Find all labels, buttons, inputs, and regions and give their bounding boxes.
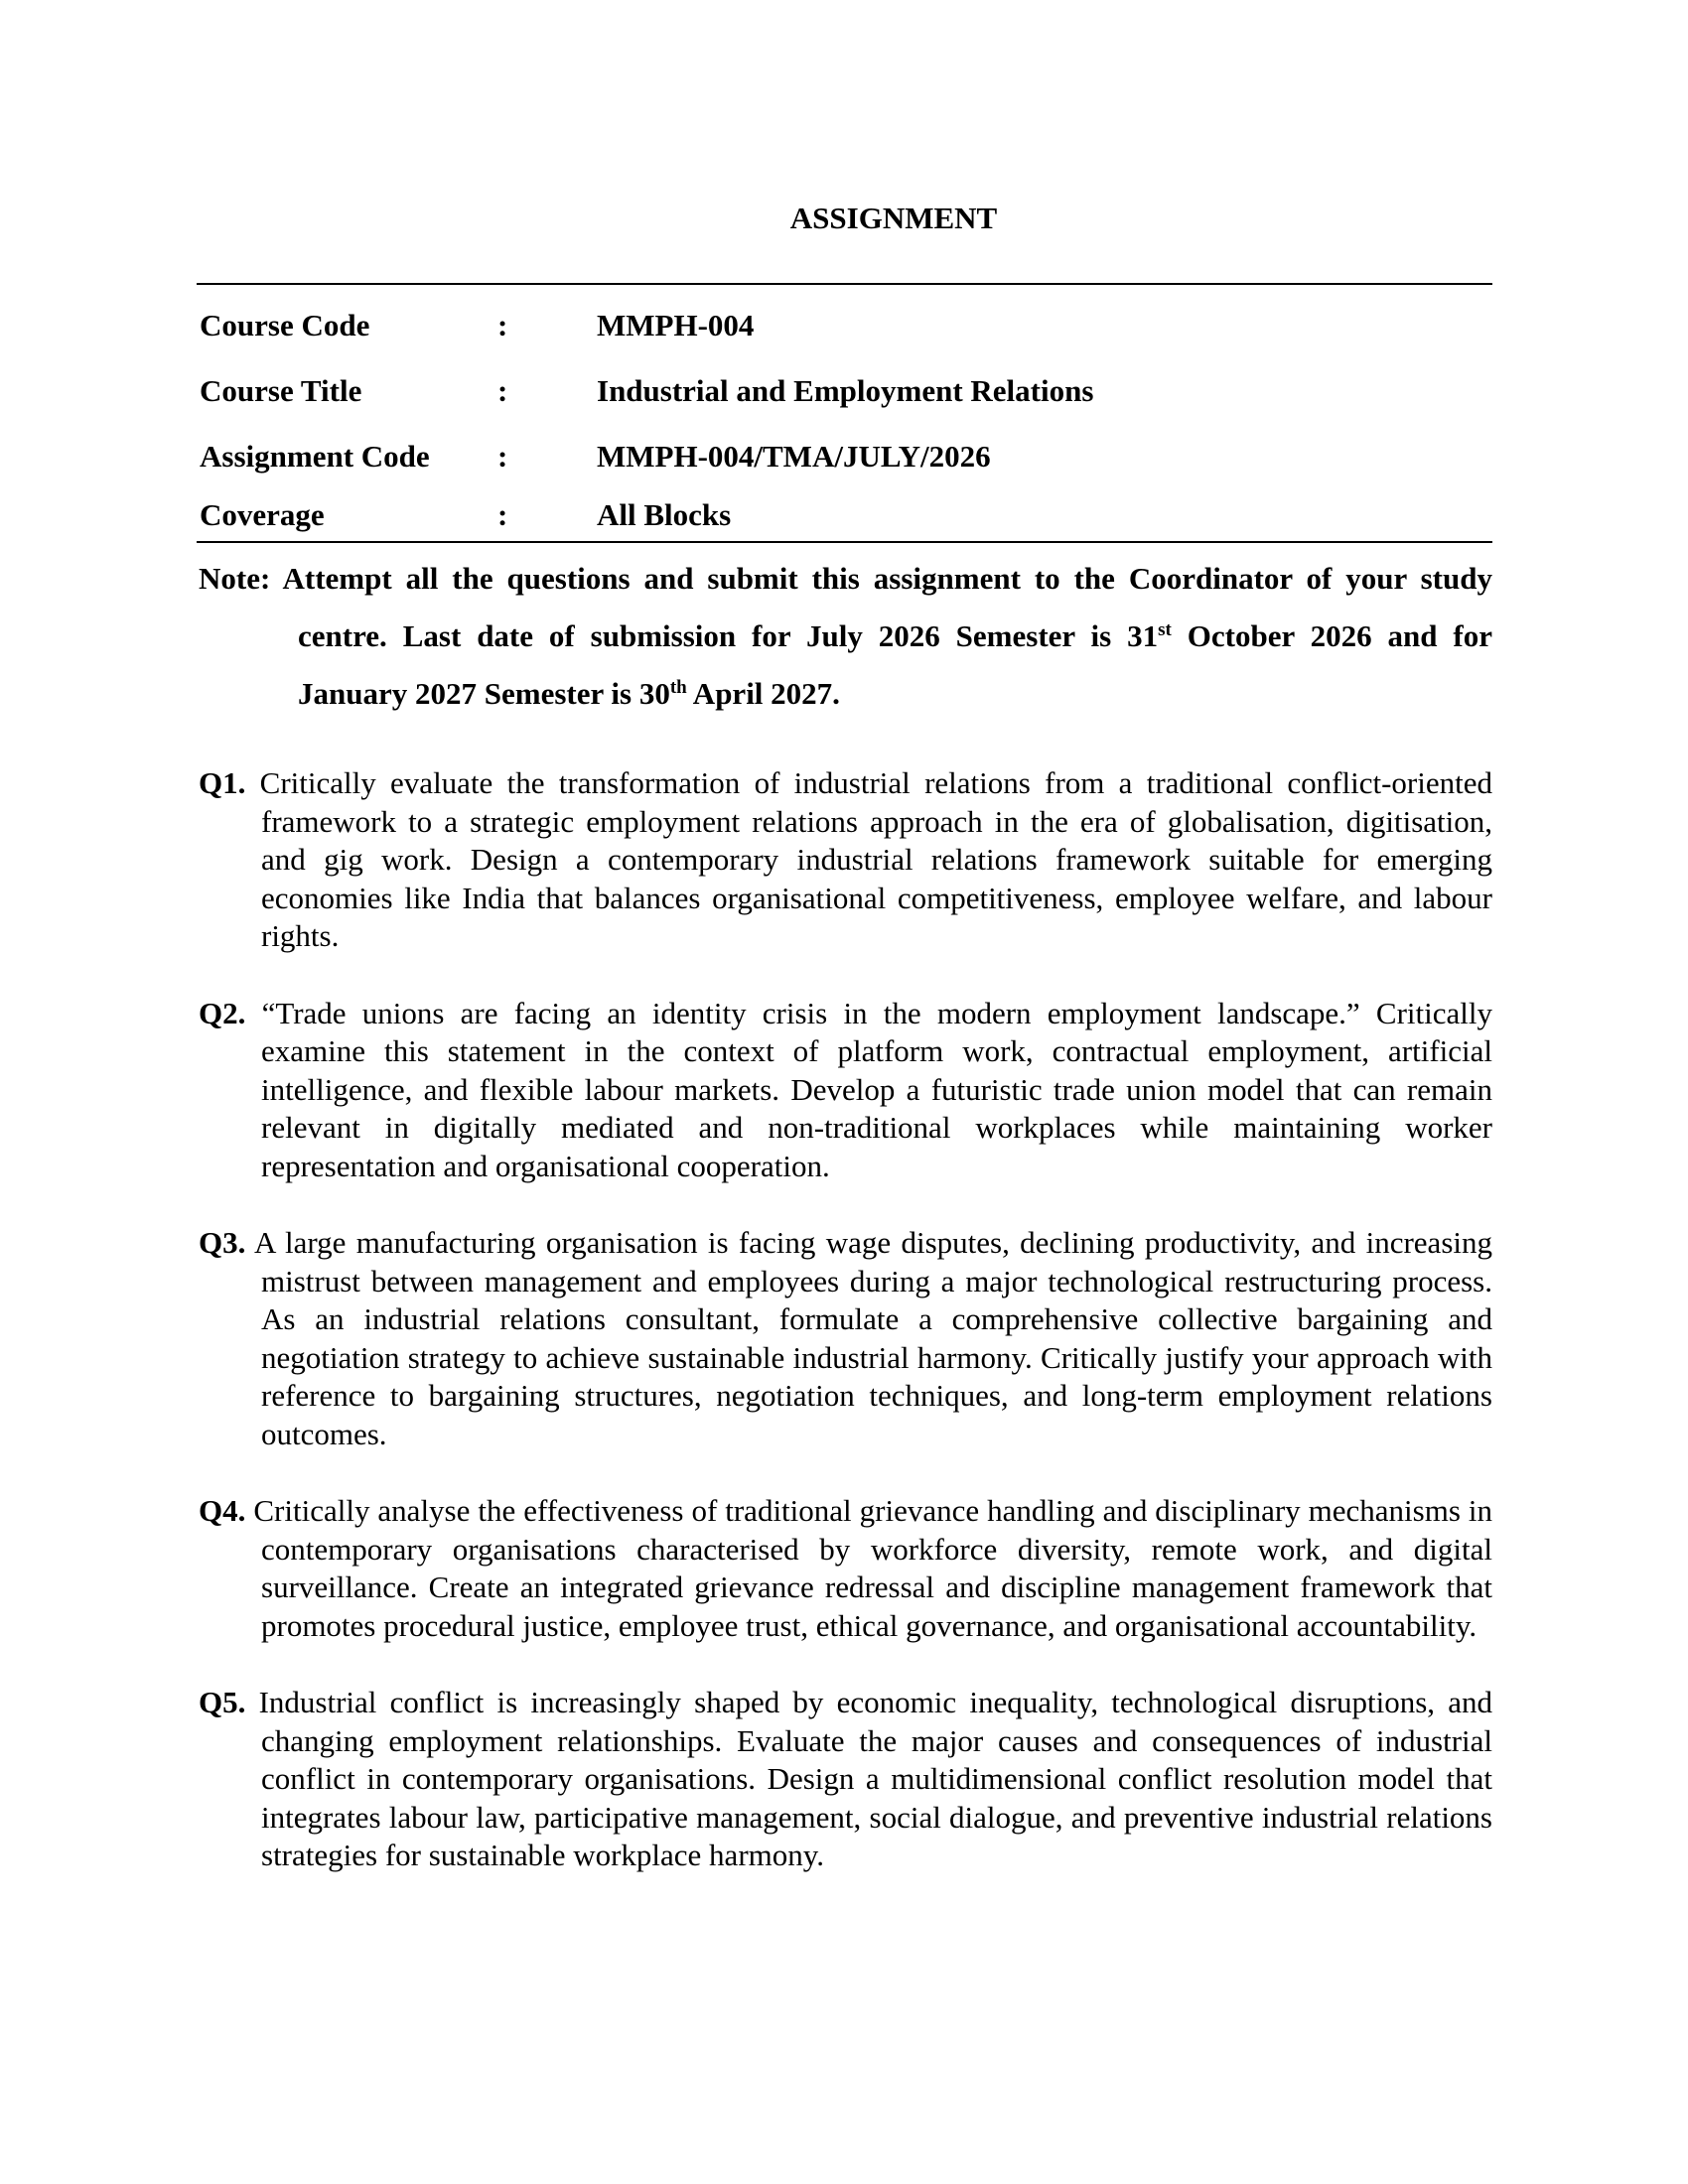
info-label: Course Code xyxy=(200,308,370,342)
question-text: Industrial conflict is increasingly shaped by economic inequality, technological disruptions, and changing employment relationships. Evaluate the major causes and consequences of industrial conflict in contemporary organisations. Design a multidimensional conflict resolution model that integrates labour law, participative management, social dialogue, and preventive industrial relations strategies for sustainable workplace harmony. xyxy=(258,1685,1493,1872)
info-value: Industrial and Employment Relations xyxy=(597,373,1094,408)
question-list xyxy=(199,764,1492,1914)
question-item xyxy=(199,1684,1492,1875)
note-text: October 2026 and for January 2027 Semester is 30 xyxy=(298,618,1492,711)
question-number: Q5. xyxy=(199,1685,246,1719)
question-text: Critically evaluate the transformation of industrial relations from a traditional conflict-oriented framework to a strategic employment relations approach in the era of globalisation, digitisation, and gig work. Design a contemporary industrial relations framework suitable for emerging economies like India that balances organisational competitiveness, employee welfare, and labour rights. xyxy=(259,765,1492,953)
note-superscript: th xyxy=(669,677,687,698)
note-text: Note: Attempt all the questions and submit this assignment to the Coordinator of your study centre. Last date of submission for July 2026 Semester is 31 xyxy=(199,561,1492,653)
note-superscript: st xyxy=(1158,619,1172,640)
info-value: MMPH-004 xyxy=(597,308,755,342)
question-item xyxy=(199,764,1492,956)
info-row-coverage xyxy=(197,489,1492,541)
question-number: Q2. xyxy=(199,995,246,1030)
info-row-course-title xyxy=(197,358,1492,424)
question-item xyxy=(199,995,1492,1186)
info-label: Assignment Code xyxy=(200,439,430,474)
info-row-course-code xyxy=(197,293,1492,358)
page-title: ASSIGNMENT xyxy=(789,201,998,235)
submission-note xyxy=(199,550,1492,723)
info-label: Course Title xyxy=(200,373,362,408)
info-label: Coverage xyxy=(200,497,325,532)
question-number: Q3. xyxy=(199,1225,246,1260)
info-value: All Blocks xyxy=(597,497,732,532)
question-text: “Trade unions are facing an identity crisis in the modern employment landscape.” Critically examine this statement in the context of platform work, contractual employment, artificial intelligence, and flexible labour markets. Develop a futuristic trade union model that can remain relevant in digitally mediated and non-traditional workplaces while maintaining worker representation and organisational cooperation. xyxy=(261,995,1492,1183)
note-text: April 2027. xyxy=(686,676,840,711)
info-row-assignment-code xyxy=(197,424,1492,489)
info-separator: : xyxy=(497,373,508,408)
info-value: MMPH-004/TMA/JULY/2026 xyxy=(597,439,991,474)
info-separator: : xyxy=(497,439,508,474)
question-number: Q4. xyxy=(199,1493,246,1528)
info-separator: : xyxy=(497,308,508,342)
info-separator: : xyxy=(497,497,508,532)
question-item xyxy=(199,1224,1492,1453)
course-info-table xyxy=(197,283,1492,543)
question-text: Critically analyse the effectiveness of traditional grievance handling and disciplinary mechanisms in contemporary organisations characterised by workforce diversity, remote work, and digital surveillance. Create an integrated grievance redressal and discipline management framework that promotes procedural justice, employee trust, ethical governance, and organisational accountability. xyxy=(253,1493,1492,1643)
question-text: A large manufacturing organisation is facing wage disputes, declining productivity, and increasing mistrust between management and employees during a major technological restructuring process. As an industrial relations consultant, formulate a comprehensive collective bargaining and negotiation strategy to achieve sustainable industrial harmony. Critically justify your approach with reference to bargaining structures, negotiation techniques, and long-term employment relations outcomes. xyxy=(254,1225,1492,1451)
question-number: Q1. xyxy=(199,765,246,800)
question-item xyxy=(199,1492,1492,1645)
